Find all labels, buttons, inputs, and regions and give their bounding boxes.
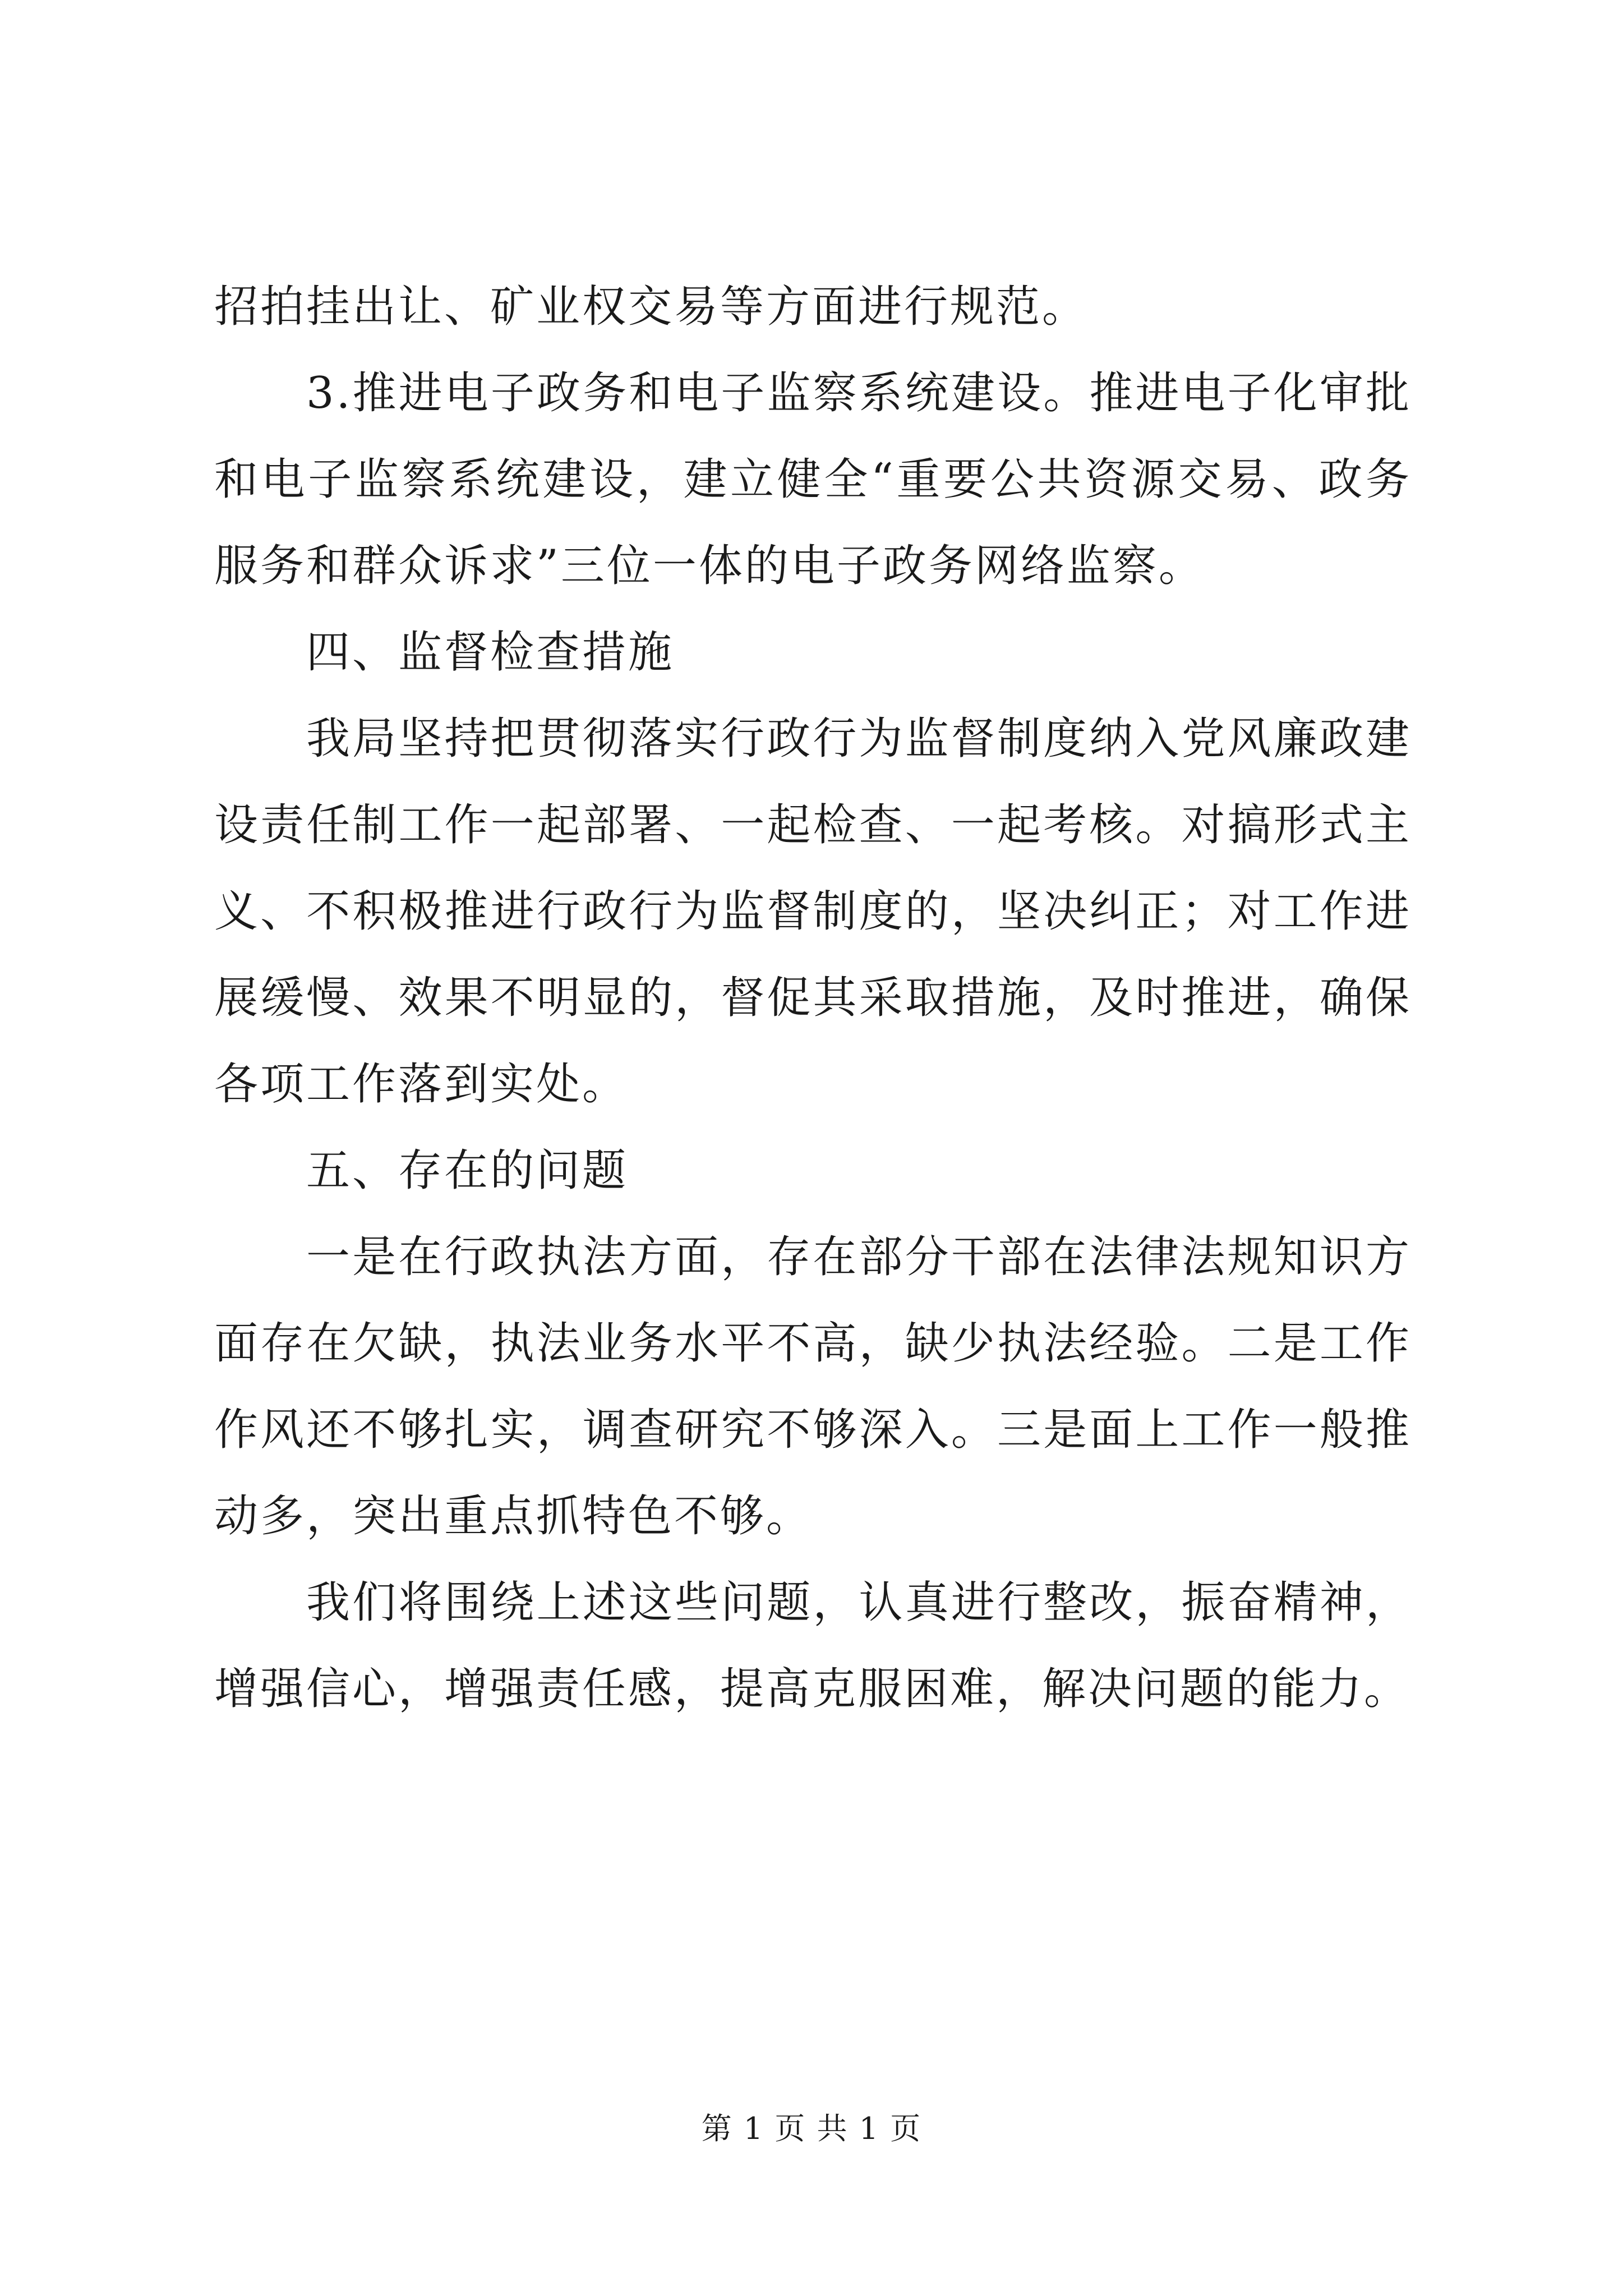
paragraph-continuation: 招拍挂出让、矿业权交易等方面进行规范。	[214, 282, 1089, 332]
document-body	[214, 264, 1412, 1732]
paragraph-conclusion: 我们将围绕上述这些问题，认真进行整改，振奋精神，增强信心，增强责任感，提高克服困难，解决问题的能力。	[214, 1577, 1412, 1714]
paragraph-problems: 一是在行政执法方面，存在部分干部在法律法规知识方面存在欠缺，执法业务水平不高，缺少执法经验。二是工作作风还不够扎实，调查研究不够深入。三是面上工作一般推动多，突出重点抓特色不够。	[214, 1232, 1412, 1542]
section-heading-problems: 五、存在的问题	[306, 1145, 629, 1196]
paragraph-e-government: 3.推进电子政务和电子监察系统建设。推进电子化审批和电子监察系统建设，建立健全“重要公共资源交易、政务服务和群众诉求”三位一体的电子政务网络监察。	[214, 368, 1412, 591]
section-heading-supervision: 四、监督检查措施	[306, 627, 675, 678]
paragraph-supervision-measures: 我局坚持把贯彻落实行政行为监督制度纳入党风廉政建设责任制工作一起部署、一起检查、一起考核。对搞形式主义、不积极推进行政行为监督制度的，坚决纠正；对工作进展缓慢、效果不明显的，督促其采取措施，及时推进，确保各项工作落到实处。	[214, 714, 1412, 1110]
page-footer: 第 1 页 共 1 页	[701, 2111, 922, 2146]
